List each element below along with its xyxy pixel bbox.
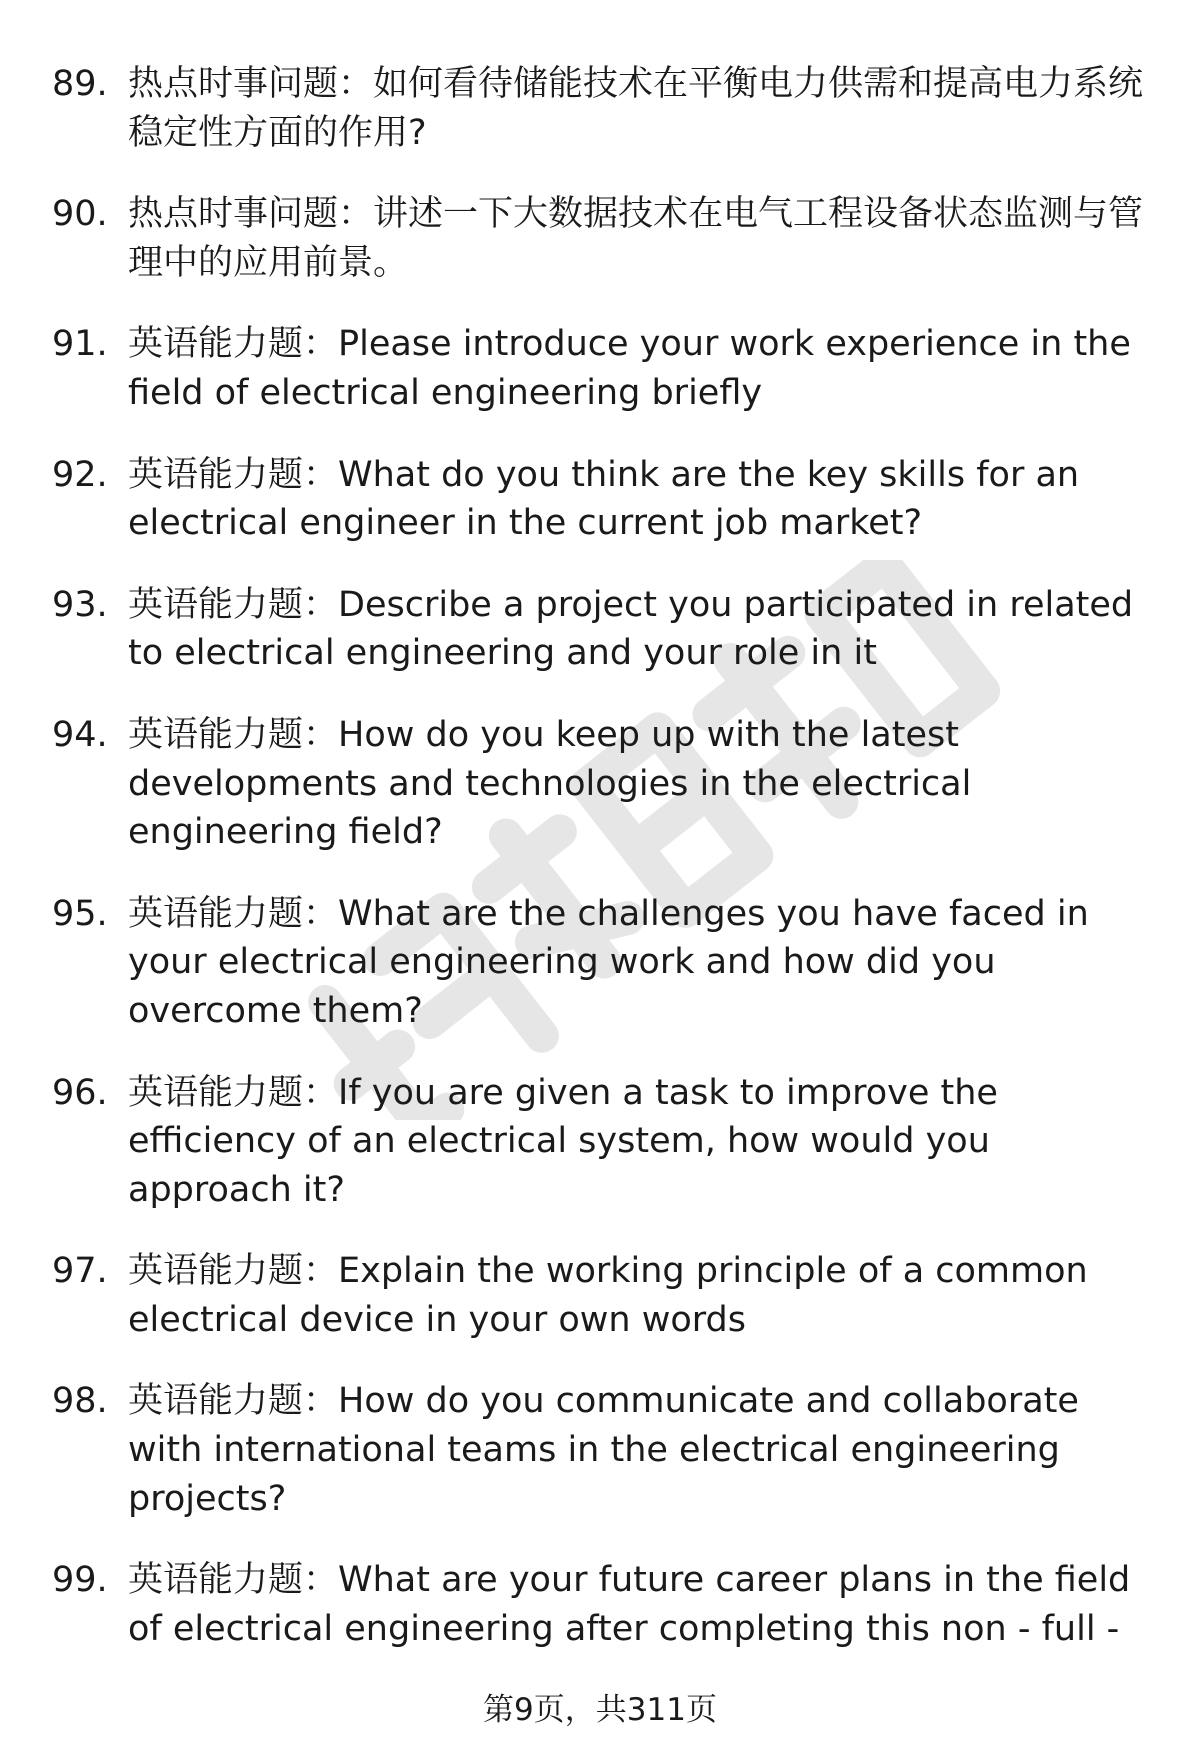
question-item xyxy=(52,190,1152,287)
question-text: 英语能力题：How do you communicate and collaborate with international teams in the electrical engineering projects? xyxy=(128,1381,1079,1519)
question-text: 英语能力题：Describe a project you participated in related to electrical engineering and your role in it xyxy=(128,584,1134,674)
question-item xyxy=(52,1247,1152,1344)
question-item xyxy=(52,581,1152,678)
question-list xyxy=(52,60,1152,1686)
question-number: 97. xyxy=(52,1251,108,1292)
question-text: 英语能力题：What do you think are the key skills for an electrical engineer in the current job market? xyxy=(128,454,1080,544)
question-text: 英语能力题：Explain the working principle of a common electrical device in your own words xyxy=(128,1251,1088,1340)
question-number: 89. xyxy=(52,64,108,104)
page-indicator: 第9页，共311页 xyxy=(483,1692,717,1728)
question-number: 92. xyxy=(52,454,108,495)
question-number: 95. xyxy=(52,893,108,934)
question-item xyxy=(52,320,1152,417)
question-text: 热点时事问题：如何看待储能技术在平衡电力供需和提高电力系统稳定性方面的作用? xyxy=(128,64,1144,153)
question-text: 英语能力题：How do you keep up with the latest developments and technologies in the electrical engineering field? xyxy=(128,714,972,853)
question-item xyxy=(52,1556,1152,1653)
question-number: 99. xyxy=(52,1560,108,1601)
question-text: 英语能力题：If you are given a task to improve the efficiency of an electrical system, how would you approach it? xyxy=(128,1072,998,1210)
question-number: 94. xyxy=(52,714,108,755)
question-number: 93. xyxy=(52,584,108,625)
question-item xyxy=(52,60,1152,157)
question-item xyxy=(52,1377,1152,1523)
question-text: 英语能力题：What are the challenges you have faced in your electrical engineering work and how did you overcome them? xyxy=(128,893,1089,1031)
question-number: 98. xyxy=(52,1381,108,1422)
question-item xyxy=(52,451,1152,548)
question-text: 热点时事问题：讲述一下大数据技术在电气工程设备状态监测与管理中的应用前景。 xyxy=(128,194,1144,283)
question-number: 90. xyxy=(52,194,108,235)
question-item xyxy=(52,1069,1152,1215)
question-item xyxy=(52,711,1152,857)
question-number: 96. xyxy=(52,1072,108,1113)
question-number: 91. xyxy=(52,324,108,365)
question-text: 英语能力题：Please introduce your work experience in the field of electrical engineering briefly xyxy=(128,324,1131,413)
question-item xyxy=(52,890,1152,1036)
question-text: 英语能力题：What are your future career plans in the field of electrical engineering after completing this non - full - xyxy=(128,1560,1131,1649)
